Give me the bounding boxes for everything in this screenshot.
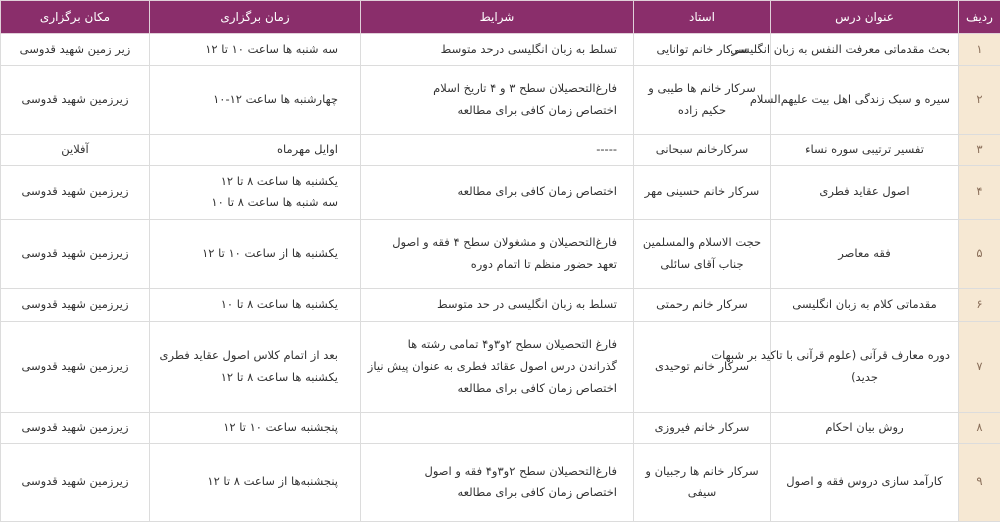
cell-teacher-line: سرکار خانم حسینی مهر — [642, 181, 762, 203]
cell-place-line: زیرزمین شهید قدوسی — [9, 356, 141, 378]
cell-title — [771, 288, 959, 321]
cell-conditions — [361, 321, 634, 412]
cell-radif: ۵ — [959, 219, 1000, 288]
cell-title — [771, 443, 959, 521]
cell-title — [771, 412, 959, 443]
cell-place — [1, 165, 150, 219]
cell-conditions — [361, 165, 634, 219]
cell-place-line: زیرزمین شهید قدوسی — [9, 294, 141, 316]
cell-title-line: اصول عقاید فطری — [779, 181, 950, 203]
cell-teacher — [634, 321, 771, 412]
cell-title — [771, 321, 959, 412]
cell-time — [150, 66, 361, 135]
cell-time-line: سه شنبه ها ساعت ۸ تا ۱۰ — [158, 192, 338, 214]
header-radif: ردیف — [959, 1, 1000, 34]
table-header-row — [1, 1, 1000, 34]
cell-conditions-line: فارغ‌التحصیلان سطح ۳ و ۴ تاریخ اسلام — [369, 78, 617, 100]
cell-teacher-line: سرکار خانم توانایی — [642, 39, 762, 61]
cell-teacher-line: حجت الاسلام والمسلمین — [642, 232, 762, 254]
cell-radif: ۹ — [959, 443, 1000, 521]
cell-place — [1, 66, 150, 135]
cell-teacher-line: حکیم زاده — [642, 100, 762, 122]
cell-title — [771, 34, 959, 66]
cell-conditions-line: تعهد حضور منظم تا اتمام دوره — [369, 254, 617, 276]
cell-conditions-line: تسلط به زبان انگلیسی در حد متوسط — [369, 294, 617, 316]
cell-time — [150, 321, 361, 412]
cell-place-line: آفلاین — [9, 139, 141, 161]
cell-teacher-line: سرکار خانم توحیدی — [642, 356, 762, 378]
cell-conditions-line: اختصاص زمان کافی برای مطالعه — [369, 378, 617, 400]
cell-title-line: جدید) — [779, 367, 950, 389]
cell-time-line: چهارشنبه ها ساعت ۱۲-۱۰ — [158, 89, 338, 111]
cell-teacher — [634, 135, 771, 166]
cell-teacher — [634, 288, 771, 321]
cell-title-line: سیره و سبک زندگی اهل بیت علیهم‌السلام — [779, 89, 950, 111]
cell-conditions-line: تسلط به زبان انگلیسی درحد متوسط — [369, 39, 617, 61]
cell-time-line: یکشنبه ها ساعت ۸ تا ۱۲ — [158, 367, 338, 389]
cell-teacher-line: سرکار خانم فیروزی — [642, 417, 762, 439]
table-row — [1, 321, 1000, 412]
cell-title-line: روش بیان احکام — [779, 417, 950, 439]
cell-place-line: زیرزمین شهید قدوسی — [9, 417, 141, 439]
cell-conditions-line: اختصاص زمان کافی برای مطالعه — [369, 100, 617, 122]
cell-conditions-line: گذراندن درس اصول عقائد فطری به عنوان پیش نیاز — [369, 356, 617, 378]
cell-title-line: فقه معاصر — [779, 243, 950, 265]
header-time: زمان برگزاری — [150, 1, 361, 34]
cell-place — [1, 288, 150, 321]
cell-place — [1, 219, 150, 288]
cell-conditions-line: فارغ‌التحصیلان سطح ۲و۳و۴ فقه و اصول — [369, 461, 617, 483]
cell-time-line: اوایل مهرماه — [158, 139, 338, 161]
cell-teacher-line: سرکار خانم رحمتی — [642, 294, 762, 316]
cell-conditions — [361, 135, 634, 166]
cell-place-line: زیر زمین شهید قدوسی — [9, 39, 141, 61]
cell-teacher-line: سیفی — [642, 482, 762, 504]
cell-title — [771, 165, 959, 219]
cell-title — [771, 135, 959, 166]
header-conditions: شرایط — [361, 1, 634, 34]
cell-conditions — [361, 34, 634, 66]
cell-title — [771, 219, 959, 288]
cell-conditions-line: اختصاص زمان کافی برای مطالعه — [369, 181, 617, 203]
cell-radif: ۲ — [959, 66, 1000, 135]
cell-title-line: بحث مقدماتی معرفت النفس به زبان انگلیسی — [779, 39, 950, 61]
cell-place — [1, 321, 150, 412]
header-title: عنوان درس — [771, 1, 959, 34]
cell-place — [1, 135, 150, 166]
cell-conditions-line: اختصاص زمان کافی برای مطالعه — [369, 482, 617, 504]
cell-conditions-line: فارغ التحصیلان سطح ۲و۳و۴ تمامی رشته ها — [369, 334, 617, 356]
table-row — [1, 288, 1000, 321]
table-row — [1, 443, 1000, 521]
cell-conditions — [361, 443, 634, 521]
cell-teacher-line: سرکار خانم ها رجبیان و — [642, 461, 762, 483]
cell-teacher-line: جناب آقای سائلی — [642, 254, 762, 276]
cell-teacher-line: سرکارخانم سبحانی — [642, 139, 762, 161]
cell-place — [1, 443, 150, 521]
cell-time-line: پنجشنبه ساعت ۱۰ تا ۱۲ — [158, 417, 338, 439]
cell-place-line: زیرزمین شهید قدوسی — [9, 471, 141, 493]
cell-teacher — [634, 412, 771, 443]
cell-conditions — [361, 219, 634, 288]
table-row — [1, 66, 1000, 135]
table-row — [1, 219, 1000, 288]
cell-time-line: سه شنبه ها ساعت ۱۰ تا ۱۲ — [158, 39, 338, 61]
cell-radif: ۴ — [959, 165, 1000, 219]
cell-time — [150, 34, 361, 66]
cell-teacher-line: سرکار خانم ها طیبی و — [642, 78, 762, 100]
cell-time — [150, 219, 361, 288]
cell-place-line: زیرزمین شهید قدوسی — [9, 181, 141, 203]
cell-title-line: دوره معارف قرآنی (علوم قرآنی با تاکید بر شبهات — [779, 345, 950, 367]
cell-time — [150, 165, 361, 219]
table-row — [1, 165, 1000, 219]
cell-title-line: کارآمد سازی دروس فقه و اصول — [779, 471, 950, 493]
table-row — [1, 135, 1000, 166]
cell-place — [1, 412, 150, 443]
cell-time-line: بعد از اتمام کلاس اصول عقاید فطری — [158, 345, 338, 367]
cell-time-line: یکشنبه ها از ساعت ۱۰ تا ۱۲ — [158, 243, 338, 265]
cell-radif: ۷ — [959, 321, 1000, 412]
cell-teacher — [634, 443, 771, 521]
cell-radif: ۳ — [959, 135, 1000, 166]
cell-time — [150, 135, 361, 166]
table-body — [1, 34, 1000, 522]
cell-time-line: پنجشنبه‌ها از ساعت ۸ تا ۱۲ — [158, 471, 338, 493]
cell-teacher — [634, 219, 771, 288]
cell-title-line: مقدماتی کلام به زبان انگلیسی — [779, 294, 950, 316]
cell-time — [150, 288, 361, 321]
cell-place-line: زیرزمین شهید قدوسی — [9, 243, 141, 265]
cell-conditions — [361, 412, 634, 443]
header-teacher: استاد — [634, 1, 771, 34]
cell-conditions — [361, 66, 634, 135]
cell-time — [150, 443, 361, 521]
cell-place — [1, 34, 150, 66]
header-place: مکان برگزاری — [1, 1, 150, 34]
cell-time-line: یکشنبه ها ساعت ۸ تا ۱۰ — [158, 294, 338, 316]
cell-title-line: تفسیر ترتیبی سوره نساء — [779, 139, 950, 161]
cell-conditions — [361, 288, 634, 321]
table-row — [1, 412, 1000, 443]
cell-radif: ۸ — [959, 412, 1000, 443]
cell-radif: ۶ — [959, 288, 1000, 321]
cell-place-line: زیرزمین شهید قدوسی — [9, 89, 141, 111]
table-row — [1, 34, 1000, 66]
cell-conditions-line: فارغ‌التحصیلان و مشغولان سطح ۴ فقه و اصول — [369, 232, 617, 254]
cell-title — [771, 66, 959, 135]
cell-teacher — [634, 165, 771, 219]
cell-radif: ۱ — [959, 34, 1000, 66]
cell-conditions-line: ----- — [369, 139, 617, 161]
cell-time-line: یکشنبه ها ساعت ۸ تا ۱۲ — [158, 171, 338, 193]
cell-time — [150, 412, 361, 443]
